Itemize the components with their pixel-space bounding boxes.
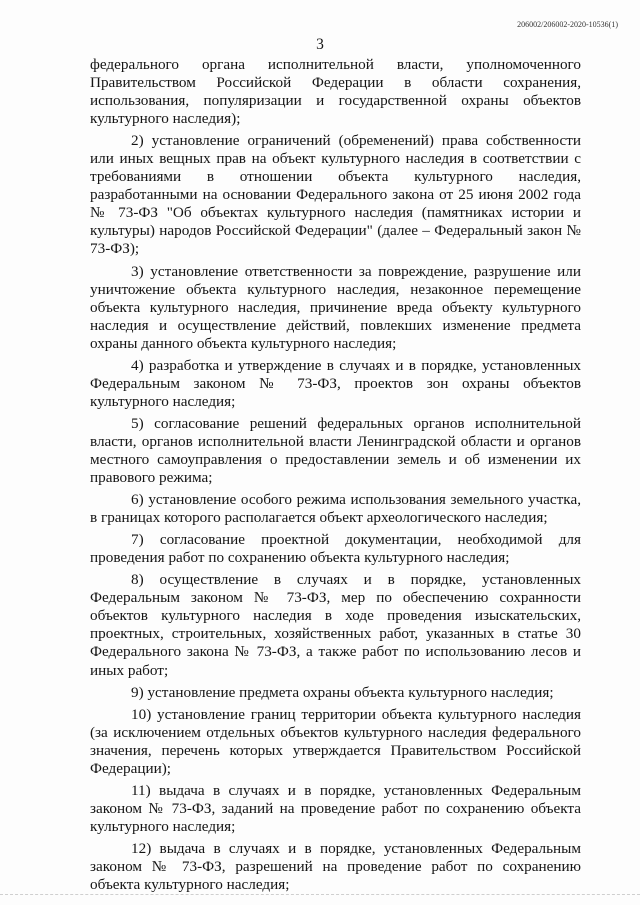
page-number: 3 [316,36,324,53]
paragraph-item-7: 7) согласование проектной документации, необходимой для проведения работ по сохранению объекта культурного наследия; [90,531,581,567]
paragraph-item-6: 6) установление особого режима использования земельного участка, в границах которого располагается объект археологического наследия; [90,491,581,527]
paragraph-item-3: 3) установление ответственности за повреждение, разрушение или уничтожение объекта культурного наследия, незаконное перемещение объекта культурного наследия, причинение вреда объекту культурного наследия и осуществление действий, повлекших изменение предмета охраны данного объекта культурного наследия; [90,262,581,352]
paragraph-item-4: 4) разработка и утверждение в случаях и в порядке, установленных Федеральным законом № 73-ФЗ, проектов зон охраны объектов культурного наследия; [90,356,581,410]
document-body [90,56,581,894]
paragraph-item-12: 12) выдача в случаях и в порядке, установленных Федеральным законом № 73-ФЗ, разрешений на проведение работ по сохранению объекта культурного наследия; [90,839,581,894]
document-id: 206002/206002-2020-10536(1) [517,20,618,29]
paragraph-item-8: 8) осуществление в случаях и в порядке, установленных Федеральным законом № 73-ФЗ, мер по обеспечению сохранности объектов культурного наследия в ходе проведения изыскательских, проектных, строительных, хозяйственных работ, указанных в статье 30 Федерального закона № 73-ФЗ, а также работ по использованию лесов и иных работ; [90,571,581,679]
paragraph-item-10: 10) установление границ территории объекта культурного наследия (за исключением отдельных объектов культурного наследия федерального значения, перечень которых утверждается Правительством Российской Федерации); [90,705,581,777]
page-bottom-edge [0,894,640,895]
paragraph-item-5: 5) согласование решений федеральных органов исполнительной власти, органов исполнительной власти Ленинградской области и органов местного самоуправления о предоставлении земель и об изменении их правового режима; [90,414,581,487]
paragraph-item-9: 9) установление предмета охраны объекта культурного наследия; [131,683,554,701]
paragraph-item-11: 11) выдача в случаях и в порядке, установленных Федеральным законом № 73-ФЗ, заданий на проведение работ по сохранению объекта культурного наследия; [90,781,581,835]
paragraph-item-2: 2) установление ограничений (обременений) права собственности или иных вещных прав на объект культурного наследия в соответствии с требованиями в отношении объекта культурного наследия, разработанными на основании Федерального закона от 25 июня 2002 года № 73-ФЗ "Об объектах культурного наследия (памятниках истории и культуры) народов Российской Федерации" (далее – Федеральный закон № 73-ФЗ); [90,132,581,258]
paragraph-continuation: федерального органа исполнительной власти, уполномоченного Правительством Российской Федерации в области сохранения, использования, популяризации и государственной охраны объектов культурного наследия); [90,56,581,128]
